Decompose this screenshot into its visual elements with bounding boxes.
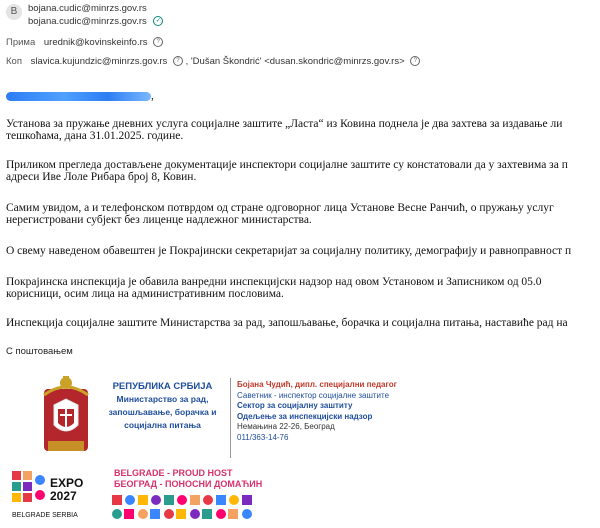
org-line: социјална питања: [124, 420, 201, 430]
redacted-name-scribble: [6, 92, 151, 101]
paragraph-line: Инспекција социјалне заштите Министарства за рад, запошљавање, борачка и социјална питања, наставиће рад на: [6, 317, 568, 329]
paragraph-line: Приликом прегледа достављене документације инспектори социјалне заштите су констатовали да у захтевима за п: [6, 159, 568, 171]
paragraph-line: корисници, осим лица на административним пословима.: [6, 288, 284, 300]
phone-number[interactable]: 011/363-14-76: [237, 432, 289, 442]
person-role: Саветник - инспектор социјалне заштите: [237, 390, 390, 400]
paragraph-4: [6, 245, 571, 257]
person-block: [237, 380, 397, 443]
verified-icon: ✓: [153, 16, 163, 26]
department: Сектор за социјалну заштиту: [237, 401, 353, 410]
paragraph-line: нерегистровани субјект без лиценце надлежног министарства.: [6, 214, 312, 226]
to-row: [6, 37, 163, 48]
paragraph-line: Покрајинска инспекција је обавила ванредни инспекцијски надзор над овом Установом и Записником од 05.0: [6, 276, 542, 288]
ministry-block: [100, 381, 225, 431]
expo-subtitle: BELGRADE SERBIA: [12, 512, 78, 519]
paragraph-line: Самим увидом, а и телефонском потврдом од стране одговорног лица Установе Весне Ранчић, о пружању услуг: [6, 202, 554, 214]
expo-word: EXPO: [50, 476, 84, 490]
org-line: запошљавање, борачка и: [108, 407, 217, 417]
cc-recipient-1[interactable]: slavica.kujundzic@minrzs.gov.rs: [30, 56, 168, 67]
to-recipient[interactable]: urednik@kovinskeinfo.rs: [43, 37, 148, 48]
proud-host-block: [114, 468, 262, 490]
sender-address[interactable]: [28, 3, 147, 14]
paragraph-line: адреси Иве Лоле Рибара број 8, Ковин.: [6, 171, 197, 183]
serbia-coat-of-arms-logo: [38, 375, 94, 455]
to-label: Прима: [6, 37, 36, 48]
greeting-suffix: ,: [151, 90, 154, 102]
expo-year: 2027: [50, 489, 77, 503]
paragraph-1: [6, 118, 562, 142]
sender-avatar[interactable]: B: [6, 4, 22, 20]
address: Немањина 22-26, Београд: [237, 422, 335, 431]
org-line: Министарство за рад,: [116, 394, 209, 404]
sender-address-secondary[interactable]: [28, 16, 163, 27]
paragraph-3: [6, 202, 554, 226]
sender-address-text: bojana.cudic@minrzs.gov.rs: [28, 3, 147, 14]
cc-recipient-2[interactable]: , 'Dušan Škondrić' <dusan.skondric@minrzs.gov.rs>: [185, 56, 405, 67]
paragraph-5: [6, 276, 542, 300]
org-title: РЕПУБЛИКА СРБИЈА: [112, 381, 213, 392]
paragraph-6: [6, 317, 568, 329]
greeting: [6, 90, 154, 102]
email-header: [0, 0, 600, 76]
contact-status-icon: ?: [173, 56, 183, 66]
department-unit: Одељење за инспекцијски надзор: [237, 411, 373, 421]
person-name: Бојана Чудић, дипл. специјални педагог: [237, 380, 397, 389]
paragraph-line: тешкоћама, дана 31.01.2025. године.: [6, 130, 184, 142]
contact-status-icon: ?: [410, 56, 420, 66]
expo-2027-logo: [10, 465, 105, 523]
proud-host-cyrillic: БЕОГРАД - ПОНОСНИ ДОМАЋИН: [114, 479, 263, 489]
cc-row: [6, 56, 420, 67]
paragraph-2: [6, 159, 568, 183]
paragraph-line: Установа за пружање дневних услуга социјалне заштите „Ласта“ из Ковина поднела је два захтева за издавање ли: [6, 118, 563, 130]
expo-color-pattern-icon: [112, 493, 262, 521]
signature-divider: [230, 378, 231, 458]
cc-label: Коп: [6, 56, 22, 67]
proud-host-latin: BELGRADE - PROUD HOST: [114, 468, 233, 478]
sender-address-secondary-text: bojana.cudic@minrzs.gov.rs: [28, 16, 147, 27]
closing: С поштовањем: [6, 346, 73, 357]
contact-status-icon: ?: [153, 37, 163, 47]
paragraph-line: О свему наведеном обавештен је Покрајински секретаријат за социјалну политику, демографију и равноправност п: [6, 245, 572, 257]
